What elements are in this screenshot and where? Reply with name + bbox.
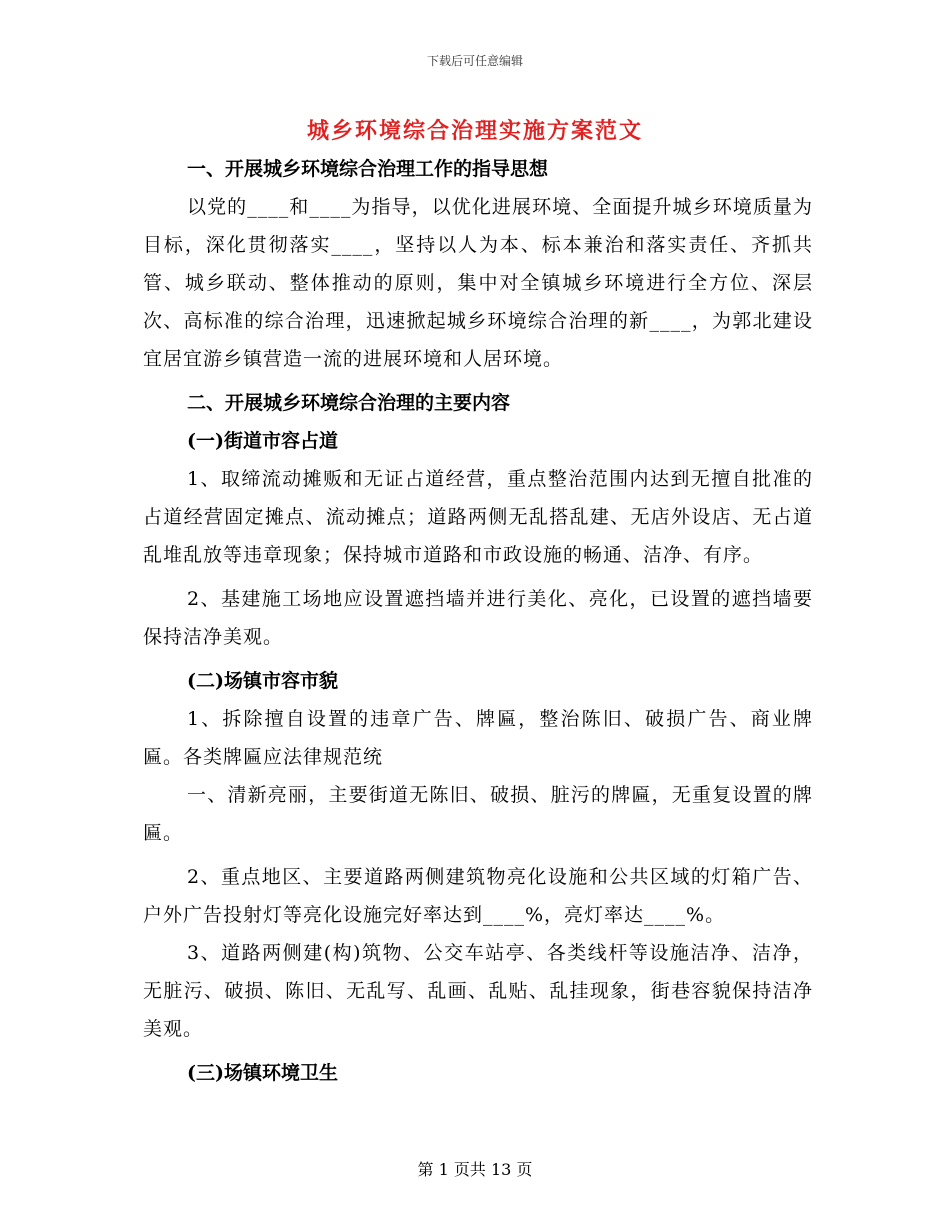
page-footer: 第 1 页共 13 页	[417, 1160, 533, 1179]
subsection2-item3: 3、道路两侧建(构)筑物、公交车站亭、各类线杆等设施洁净、洁净，无脏污、破损、陈旧、无乱写、乱画、乱贴、乱挂现象，街巷容貌保持洁净美观。	[143, 942, 813, 1040]
subsection1-item1: 1、取缔流动摊贩和无证占道经营，重点整治范围内达到无擅自批准的占道经营固定摊点、流动摊点；道路两侧无乱搭乱建、无店外设店、无占道乱堆乱放等违章现象；保持城市道路和市政设施的畅通、洁净、有序。	[143, 468, 813, 566]
subsection2-heading: (二)场镇市容市貌	[187, 670, 338, 692]
subsection3-heading: (三)场镇环境卫生	[187, 1062, 338, 1084]
section2-heading: 二、开展城乡环境综合治理的主要内容	[187, 392, 511, 414]
subsection1-item2: 2、基建施工场地应设置遮挡墙并进行美化、亮化，已设置的遮挡墙要保持洁净美观。	[143, 588, 813, 648]
header-note: 下载后可任意编辑	[426, 54, 523, 68]
subsection1-heading: (一)街道市容占道	[187, 430, 338, 452]
subsection2-item-a: 一、清新亮丽，主要街道无陈旧、破损、脏污的牌匾，无重复设置的牌匾。	[143, 784, 813, 844]
document-title: 城乡环境综合治理实施方案范文	[306, 118, 643, 144]
section1-heading: 一、开展城乡环境综合治理工作的指导思想	[187, 158, 549, 180]
subsection2-item2: 2、重点地区、主要道路两侧建筑物亮化设施和公共区域的灯箱广告、户外广告投射灯等亮化设施完好率达到____%，亮灯率达____%。	[143, 866, 813, 926]
subsection2-item1: 1、拆除擅自设置的违章广告、牌匾，整治陈旧、破损广告、商业牌匾。各类牌匾应法律规范统	[143, 708, 813, 768]
section1-paragraph: 以党的____和____为指导，以优化进展环境、全面提升城乡环境质量为目标，深化贯彻落实____，坚持以人为本、标本兼治和落实责任、齐抓共管、城乡联动、整体推动的原则，集中对全镇城乡环境进行全方位、深层次、高标准的综合治理，迅速掀起城乡环境综合治理的新____，为郭北建设宜居宜游乡镇营造一流的进展环境和人居环境。	[143, 196, 813, 370]
document-body	[143, 150, 813, 1092]
